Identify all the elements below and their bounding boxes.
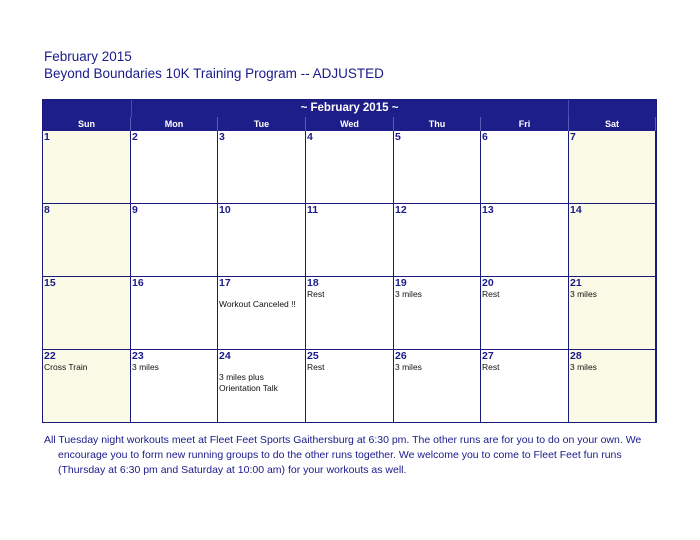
dow-fri: Fri bbox=[481, 117, 569, 131]
day-note: Rest bbox=[482, 362, 500, 372]
header-month: February 2015 bbox=[44, 49, 132, 64]
day-number: 25 bbox=[307, 350, 319, 362]
day-cell[interactable] bbox=[394, 277, 481, 350]
header-program-title: Beyond Boundaries 10K Training Program -- ADJUSTED bbox=[44, 66, 384, 81]
calendar bbox=[42, 99, 657, 423]
day-cell[interactable] bbox=[218, 204, 306, 277]
day-cell[interactable] bbox=[306, 204, 394, 277]
day-note: Cross Train bbox=[44, 362, 88, 372]
dow-sat: Sat bbox=[569, 117, 656, 131]
dow-mon: Mon bbox=[131, 117, 218, 131]
day-number: 20 bbox=[482, 277, 494, 289]
day-note: Rest bbox=[307, 362, 325, 372]
day-number: 14 bbox=[570, 204, 582, 216]
day-cell[interactable] bbox=[43, 277, 131, 350]
day-number: 8 bbox=[44, 204, 50, 216]
day-number: 1 bbox=[44, 131, 50, 143]
day-cell[interactable] bbox=[306, 131, 394, 204]
day-number: 23 bbox=[132, 350, 144, 362]
day-number: 24 bbox=[219, 350, 231, 362]
calendar-title-bar bbox=[43, 100, 656, 117]
day-cell[interactable] bbox=[481, 350, 569, 423]
day-cell[interactable] bbox=[218, 277, 306, 350]
day-cell[interactable] bbox=[131, 277, 218, 350]
day-note: Workout Canceled !! bbox=[219, 299, 296, 309]
day-number: 9 bbox=[132, 204, 138, 216]
day-number: 2 bbox=[132, 131, 138, 143]
day-number: 27 bbox=[482, 350, 494, 362]
day-cell[interactable] bbox=[218, 350, 306, 423]
day-number: 18 bbox=[307, 277, 319, 289]
day-number: 3 bbox=[219, 131, 225, 143]
day-of-week-header bbox=[43, 117, 656, 131]
day-cell[interactable] bbox=[131, 350, 218, 423]
day-cell[interactable] bbox=[481, 204, 569, 277]
day-number: 28 bbox=[570, 350, 582, 362]
day-note: 3 miles bbox=[395, 362, 422, 372]
day-note: 3 miles bbox=[132, 362, 159, 372]
day-note-line-2: Orientation Talk bbox=[219, 383, 278, 393]
day-cell[interactable] bbox=[131, 204, 218, 277]
day-number: 15 bbox=[44, 277, 56, 289]
footer-line-3: (Thursday at 6:30 pm and Saturday at 10:00 am) for your workouts as well. bbox=[58, 464, 407, 476]
calendar-title: ~ February 2015 ~ bbox=[300, 102, 399, 114]
dow-thu: Thu bbox=[394, 117, 481, 131]
dow-wed: Wed bbox=[306, 117, 394, 131]
day-number: 17 bbox=[219, 277, 231, 289]
day-cell[interactable] bbox=[43, 131, 131, 204]
title-divider-left bbox=[131, 100, 132, 117]
day-note: 3 miles bbox=[570, 362, 597, 372]
document-header bbox=[44, 48, 384, 82]
day-cell[interactable] bbox=[394, 350, 481, 423]
day-number: 4 bbox=[307, 131, 313, 143]
day-number: 6 bbox=[482, 131, 488, 143]
dow-sun: Sun bbox=[43, 117, 131, 131]
day-cell[interactable] bbox=[131, 131, 218, 204]
day-cell[interactable] bbox=[569, 277, 656, 350]
day-cell[interactable] bbox=[481, 277, 569, 350]
day-number: 10 bbox=[219, 204, 231, 216]
day-cell[interactable] bbox=[569, 131, 656, 204]
day-cell[interactable] bbox=[569, 204, 656, 277]
day-note: 3 miles plus bbox=[219, 372, 264, 382]
footer-note bbox=[44, 433, 664, 478]
day-number: 7 bbox=[570, 131, 576, 143]
day-cell[interactable] bbox=[218, 131, 306, 204]
day-cell[interactable] bbox=[394, 131, 481, 204]
footer-line-2: encourage you to form new running groups to do the other runs together. We welcome you to come to Fleet Feet fun runs bbox=[58, 449, 622, 461]
day-note: Rest bbox=[307, 289, 325, 299]
day-cell[interactable] bbox=[569, 350, 656, 423]
day-note: 3 miles bbox=[570, 289, 597, 299]
day-cell[interactable] bbox=[394, 204, 481, 277]
day-number: 19 bbox=[395, 277, 407, 289]
day-number: 12 bbox=[395, 204, 407, 216]
day-cell[interactable] bbox=[481, 131, 569, 204]
day-number: 13 bbox=[482, 204, 494, 216]
day-note: Rest bbox=[482, 289, 500, 299]
footer-line-1: All Tuesday night workouts meet at Fleet Feet Sports Gaithersburg at 6:30 pm. The other runs are for you to do on your own. We bbox=[44, 434, 642, 446]
day-number: 26 bbox=[395, 350, 407, 362]
day-number: 21 bbox=[570, 277, 582, 289]
day-number: 16 bbox=[132, 277, 144, 289]
day-cell[interactable] bbox=[43, 204, 131, 277]
dow-tue: Tue bbox=[218, 117, 306, 131]
day-cell[interactable] bbox=[306, 277, 394, 350]
day-number: 11 bbox=[307, 204, 319, 216]
day-note: 3 miles bbox=[395, 289, 422, 299]
title-divider-right bbox=[568, 100, 569, 117]
day-number: 5 bbox=[395, 131, 401, 143]
day-number: 22 bbox=[44, 350, 56, 362]
day-cell[interactable] bbox=[306, 350, 394, 423]
day-cell[interactable] bbox=[43, 350, 131, 423]
